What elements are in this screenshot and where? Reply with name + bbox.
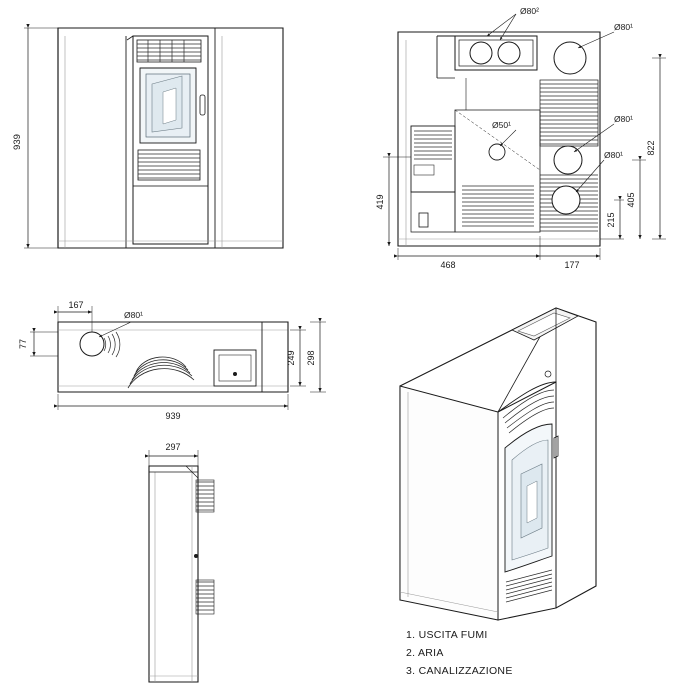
svg-text:939: 939 [12,134,23,150]
svg-text:249: 249 [286,350,296,366]
svg-text:939: 939 [165,411,181,421]
isometric-view [400,308,596,620]
dimension-298 [306,322,326,392]
svg-text:405: 405 [626,192,636,208]
legend-item-1: 1. USCITA FUMI [406,629,488,641]
dimension-177 [540,248,600,270]
svg-text:Ø80¹: Ø80¹ [614,22,633,32]
svg-text:468: 468 [440,260,456,270]
svg-text:Ø50¹: Ø50¹ [492,120,511,130]
svg-text:419: 419 [375,194,385,210]
dimension-405 [626,160,646,239]
svg-text:177: 177 [564,260,580,270]
dimension-77 [18,332,58,356]
rear-view [375,6,666,270]
svg-text:Ø80¹: Ø80¹ [604,150,623,160]
svg-text:298: 298 [306,350,316,366]
legend-item-3: 3. CANALIZZAZIONE [406,665,513,677]
front-view [12,28,283,248]
legend [406,626,656,680]
svg-text:215: 215 [606,212,616,228]
dimension-939-front [12,28,58,248]
svg-text:77: 77 [18,338,28,350]
svg-text:Ø80¹: Ø80¹ [614,114,633,124]
dimension-215 [600,200,624,239]
top-view [18,300,326,421]
svg-text:297: 297 [165,442,181,452]
svg-text:Ø80¹: Ø80¹ [124,310,143,320]
legend-item-2: 2. ARIA [406,647,444,659]
svg-text:167: 167 [68,300,84,310]
side-view [149,442,214,682]
dimension-939-top [58,394,288,421]
svg-text:Ø80²: Ø80² [520,6,539,16]
svg-text:822: 822 [646,140,656,156]
dimension-297 [149,442,198,468]
dimension-249 [286,330,306,386]
dimension-822 [646,58,666,239]
